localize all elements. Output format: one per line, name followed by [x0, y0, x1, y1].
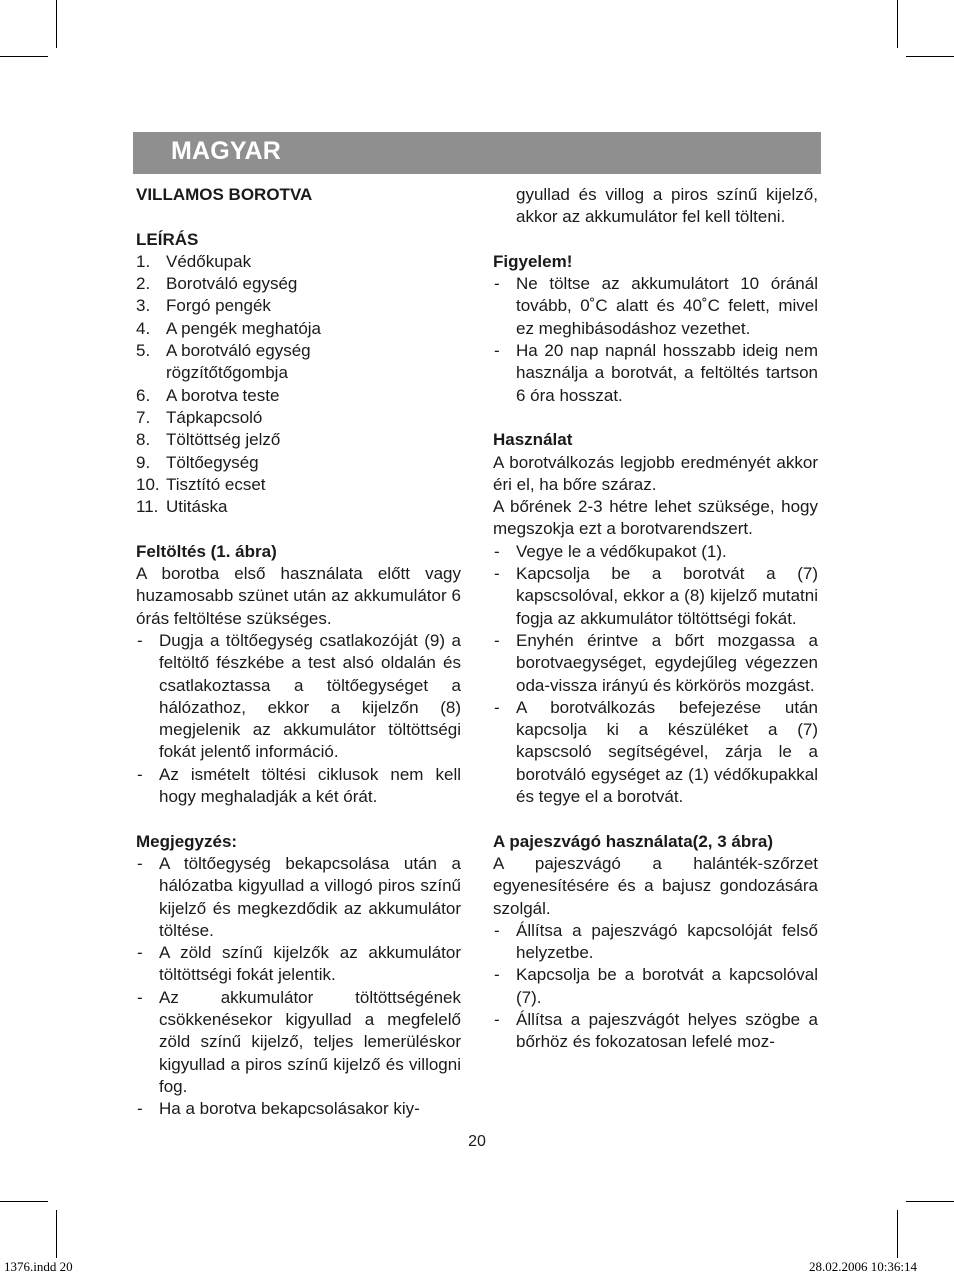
trimmer-heading: A pajeszvágó használata(2, 3 ábra)	[493, 831, 773, 851]
document-title: VILLAMOS BOROTVA	[136, 185, 313, 204]
left-column	[136, 184, 461, 1120]
warning-heading: Figyelem!	[493, 251, 573, 271]
usage-paragraph: A borotválkozás legjobb eredményét akkor éri el, ha bőre száraz.	[493, 452, 818, 494]
list-item: - A borotválkozás befejezése után kapcsolja ki a készüléket a (7) kapscsoló segítségével, zárja le a borotváló egységet az (1) védőkupakkal és tegye el a borotvát.	[494, 697, 818, 807]
parts-list	[136, 251, 461, 519]
crop-mark	[906, 1201, 954, 1202]
usage-paragraph: A bőrének 2-3 hétre lehet szüksége, hogy megszokja ezt a borotvarendszert.	[493, 497, 818, 539]
list-item: - Ne töltse az akkumulátort 10 óránál tovább, 0˚C alatt és 40˚C felett, mivel ez meghibásodáshoz vezethet.	[494, 274, 818, 338]
page-number: 20	[468, 1133, 486, 1150]
note-continuation: gyullad és villog a piros színű kijelző, akkor az akkumulátor fel kell tölteni.	[516, 185, 818, 227]
charging-intro: A borotba első használata előtt vagy huzamosabb szünet után az akkumulátor 6 órás feltöltése szükséges.	[136, 564, 461, 628]
crop-mark	[0, 56, 48, 57]
list-item: - Enyhén érintve a bőrt mozgassa a borotvaegységet, egydejűleg végezzen oda-vissza irányú és körkörös mozgást.	[494, 630, 818, 695]
list-item: 6. A borotva teste	[136, 385, 280, 405]
description-heading: LEÍRÁS	[136, 229, 199, 249]
crop-mark	[906, 56, 954, 57]
list-item: - Az ismételt töltési ciklusok nem kell hogy meghaladják a két órát.	[137, 764, 461, 807]
crop-mark	[897, 1210, 898, 1258]
crop-mark	[0, 1201, 48, 1202]
list-item: - Állítsa a pajeszvágó kapcsolóját felső helyzetbe.	[494, 920, 818, 963]
list-item: - Ha a borotva bekapcsolásakor kiy-	[137, 1099, 420, 1119]
list-item: - Dugja a töltőegység csatlakozóját (9) a feltöltő fészkébe a test alsó oldalán és csatlakoztassa a töltőegységet a hálózathoz, ekkor a kijelzőn (8) megjelenik az akkumulátor töltöttségi fokát jelentő információ.	[137, 630, 461, 762]
note-heading: Megjegyzés:	[136, 831, 238, 851]
list-item: 7. Tápkapcsoló	[136, 407, 263, 427]
list-item: 8. Töltöttség jelző	[136, 430, 281, 450]
list-item: - A zöld színű kijelzők az akkumulátor töltöttségi fokát jelentik.	[137, 943, 461, 985]
list-item: 11. Utitáska	[136, 497, 228, 517]
language-title: MAGYAR	[171, 137, 282, 165]
list-item: 9. Töltőegység	[136, 452, 259, 472]
crop-mark	[56, 0, 57, 48]
list-item: - Az akkumulátor töltöttségének csökkenésekor kigyullad a megfelelő zöld színű kijelző, teljes lemerüléskor kigyullad a piros színű kijelző és villogni fog.	[137, 987, 461, 1096]
trimmer-intro: A pajeszvágó a halánték-szőrzet egyenesítésére és a bajusz gondozására szolgál.	[493, 853, 818, 918]
crop-mark	[897, 0, 898, 48]
list-item: - A töltőegység bekapcsolása után a hálózatba kigyullad a villogó piros színű kijelző és megkezdődik az akkumulátor töltése.	[137, 853, 461, 940]
charging-heading: Feltöltés (1. ábra)	[136, 541, 277, 561]
list-item: 3. Forgó pengék	[136, 296, 271, 316]
list-item: - Állítsa a pajeszvágót helyes szögbe a bőrhöz és fokozatosan lefelé moz-	[494, 1009, 818, 1052]
list-item: - Kapcsolja be a borotvát a (7) kapscsolóval, ekkor a (8) kijelző mutatni fogja az akkumulátor töltöttségi fokát.	[494, 564, 818, 628]
list-item: 5. A borotváló egység rögzítőtőgombja	[136, 341, 311, 383]
list-item: 2. Borotváló egység	[136, 274, 298, 294]
date-slug: 28.02.2006 10:36:14	[809, 1259, 917, 1274]
list-item: - Kapcsolja be a borotvát a kapcsolóval (7).	[494, 965, 818, 1007]
file-slug: 1376.indd 20	[4, 1259, 73, 1274]
list-item: 10. Tisztító ecset	[136, 474, 266, 494]
language-banner	[133, 132, 821, 174]
list-item: - Ha 20 nap napnál hosszabb ideig nem használja a borotvát, a feltöltés tartson 6 óra hosszat.	[494, 341, 818, 405]
list-item: 1. Védőkupak	[136, 251, 252, 271]
crop-mark	[56, 1210, 57, 1258]
list-item: - Vegye le a védőkupakot (1).	[494, 541, 727, 561]
list-item: 4. A pengék meghatója	[136, 318, 322, 338]
usage-heading: Használat	[493, 430, 573, 450]
right-column	[493, 184, 818, 1054]
